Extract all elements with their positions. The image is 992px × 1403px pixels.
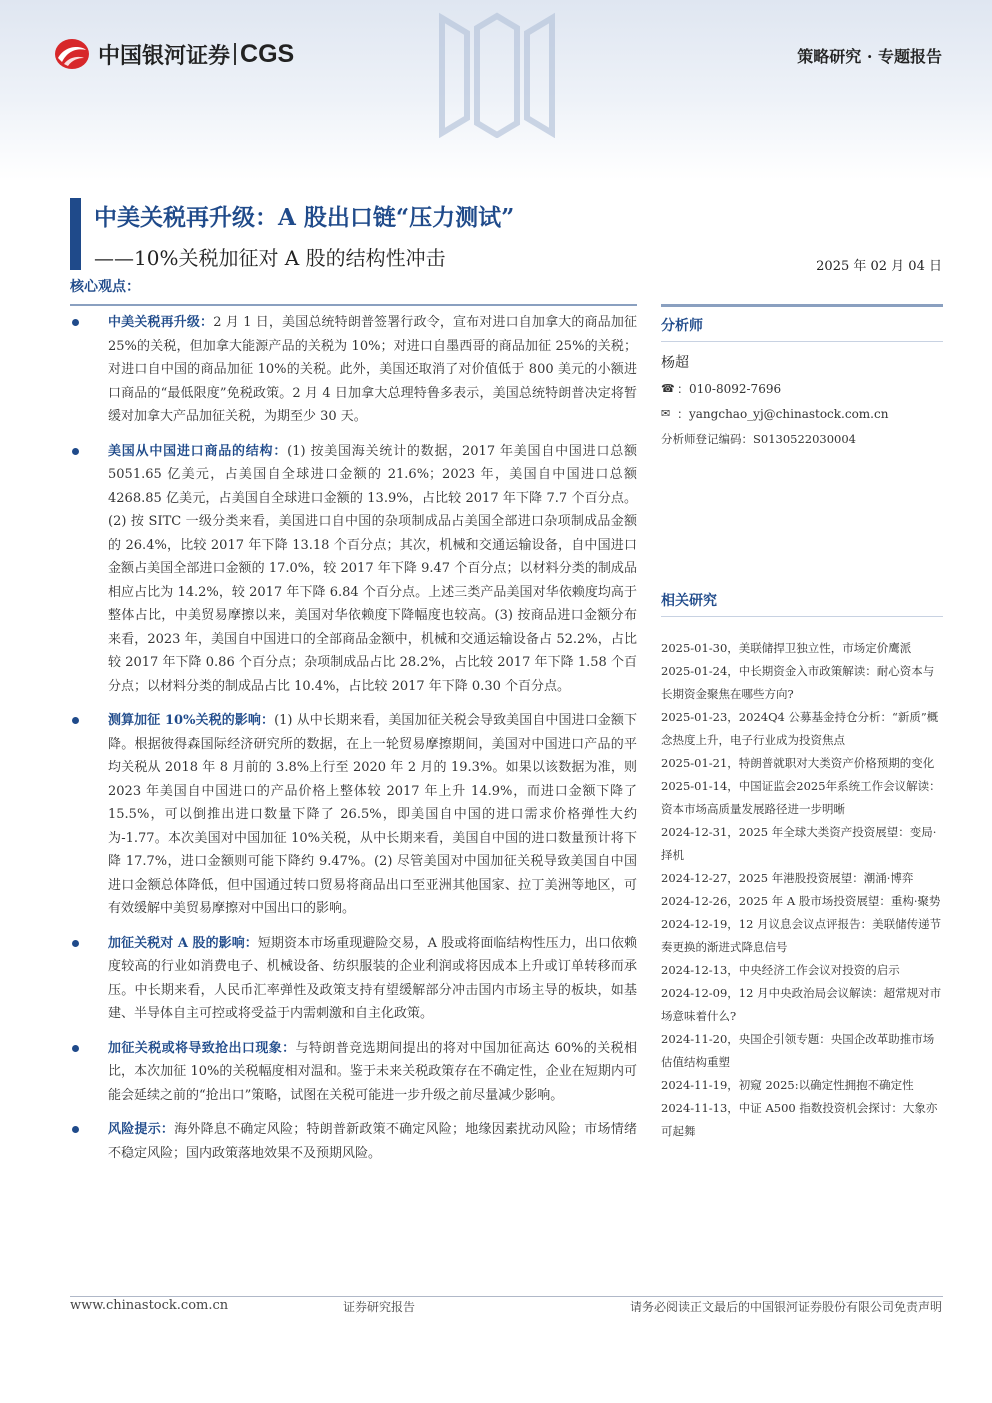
analyst-email[interactable] — [661, 405, 943, 422]
phone-icon: ☎ — [661, 382, 675, 395]
related-research-item[interactable]: 2024-12-13，中央经济工作会议对投资的启示 — [661, 963, 900, 977]
cgs-watermark-icon — [432, 8, 562, 138]
related-research-list — [661, 637, 943, 1143]
related-research-item[interactable]: 2024-12-19，12 月议息会议点评报告：美联储传递节奏更换的渐进式降息信号 — [661, 917, 942, 954]
core-view-text: 与特朗普竞选期间提出的将对中国加征高达 60%的关税相比，本次加征 10%的关税幅度相对温和。鉴于未来关税政策存在不确定性，企业在短期内可能会延续之前的“抢出口”策略，试图在关税可能进一步升级之前尽量减少影响。 — [108, 1040, 637, 1103]
core-view-heading: 测算加征 10%关税的影响： — [108, 713, 275, 728]
analyst-panel — [661, 304, 943, 447]
analyst-top-rule — [661, 304, 943, 307]
footer-website-link[interactable]: www.chinastock.com.cn — [70, 1298, 229, 1313]
core-view-text: (1) 按美国海关统计的数据，2017 年美国自中国进口总额 5051.65 亿美元，占美国自全球进口金额的 21.6%；2023 年，美国自中国进口总额 4268.85 亿美元，占美国自全球进口金额的 13.9%，占比较 2017 年下降 7.7 个百分点。(2) 按 SITC 一级分类来看，美国进口自中国的杂项制成品占美国全部进口杂项制成品金额的 26.4%，比较 2017 年下降 13.18 个百分点；其次，机械和交通运输设备，自中国进口金额占美国全部进口金额的 17.0%，较 2017 年下降 9.47 个百分点；以材料分类的制成品相应占比为 14.2%，较 2017 年下降 6.84 个百分点。上述三类产品美国对华依赖度均高于整体占比，中美贸易摩擦以来，美国对华依赖度下降幅度也较高。(3) 按商品进口金额分布来看，2023 年，美国自中国进口的全部商品金额中，机械和交通运输设备占 52.2%，占比较 2017 年下降 0.86 个百分点；杂项制成品占比 28.2%，占比较 2017 年下降 1.58 个百分点；以材料分类的制成品占比 10.4%，占比较 2017 年下降 0.30 个百分点。 — [108, 443, 637, 694]
brand-logo — [52, 36, 294, 72]
related-research-item[interactable]: 2024-12-31，2025 年全球大类资产投资展望：变局·择机 — [661, 825, 937, 862]
title-accent-bar — [70, 198, 81, 270]
analyst-section-label: 分析师 — [661, 318, 703, 334]
core-views-label: 核心观点： — [70, 279, 140, 295]
logo-divider — [234, 43, 236, 65]
core-divider — [70, 304, 637, 306]
related-research-item[interactable]: 2025-01-21，特朗普就职对大类资产价格预期的变化 — [661, 756, 935, 770]
galaxy-logo-icon — [52, 36, 92, 72]
core-view-heading: 中美关税再升级： — [108, 315, 214, 330]
report-date: 2025 年 02 月 04 日 — [816, 259, 942, 274]
related-research-divider — [661, 616, 943, 617]
report-subtitle: ——10%关税加征对 A 股的结构性冲击 — [94, 246, 446, 270]
related-research-item[interactable]: 2025-01-30，美联储捍卫独立性，市场定价鹰派 — [661, 641, 912, 655]
related-research-item[interactable]: 2024-12-27，2025 年港股投资展望：潮涌·博弈 — [661, 871, 914, 885]
logo-english-name: CGS — [240, 39, 295, 68]
report-type: 策略研究 · 专题报告 — [797, 47, 942, 66]
related-research-label: 相关研究 — [661, 593, 717, 609]
analyst-phone — [661, 380, 943, 397]
related-research-item[interactable]: 2025-01-14，中国证监会2025年系统工作会议解读：资本市场高质量发展路径进一步明晰 — [661, 779, 941, 816]
core-view-heading: 风险提示： — [108, 1122, 175, 1137]
core-view-text: 海外降息不确定风险；特朗普新政策不确定风险；地缘因素扰动风险；市场情绪不稳定风险；国内政策落地效果不及预期风险。 — [108, 1122, 637, 1161]
related-research-item[interactable]: 2024-12-09，12 月中央政治局会议解读：超常规对市场意味着什么? — [661, 986, 942, 1023]
related-research-item[interactable]: 2025-01-23，2024Q4 公募基金持仓分析：“新质”概念热度上升，电子行业成为投资焦点 — [661, 710, 939, 747]
mail-icon: ✉ — [661, 407, 671, 420]
core-view-heading: 美国从中国进口商品的结构： — [108, 443, 288, 459]
core-view-item — [70, 440, 637, 699]
analyst-divider — [661, 341, 943, 342]
core-view-item — [70, 932, 637, 1026]
related-research-panel — [661, 582, 943, 1143]
core-view-item — [70, 709, 637, 921]
footer-divider — [70, 1296, 943, 1297]
related-research-item[interactable]: 2024-11-19，初窥 2025:以确定性拥抱不确定性 — [661, 1078, 914, 1092]
core-view-item — [70, 1037, 637, 1108]
footer-disclaimer-note: 请务必阅读正文最后的中国银河证券股份有限公司免责声明 — [629, 1300, 942, 1314]
analyst-name: 杨超 — [661, 355, 689, 371]
core-view-text: 2 月 1 日，美国总统特朗普签署行政令，宣布对进口自加拿大的商品加征 25%的关税，但加拿大能源产品的关税为 10%；对进口自墨西哥的商品加征 25%的关税；对进口自中国的商品加征 10%的关税。此外，美国还取消了对价值低于 800 美元的小额进口商品的“最低限度”免税政策。2 月 4 日加拿大总理特鲁多表示，美国总统特朗普决定将暂缓对加拿大产品加征关税，为期至少 30 天。 — [108, 315, 637, 424]
related-research-item[interactable]: 2025-01-24，中长期资金入市政策解读：耐心资本与长期资金聚焦在哪些方向? — [661, 664, 935, 701]
core-view-text: (1) 从中长期来看，美国加征关税会导致美国自中国进口金额下降。根据彼得森国际经济研究所的数据，在上一轮贸易摩擦期间，美国对中国进口产品的平均关税从 2018 年 8 月前的 3.8%上行至 2020 年 2 月的 19.3%。如果以该数据为准，则 2023 年美国自中国进口的产品价格上整体较 2017 年上升 14.9%，而进口金额下降了 15.5%，可以倒推出进口数量下降了 26.5%，即美国自中国的进口需求价格弹性大约为-1.77。本次美国对中国加征 10%关税，从中长期来看，美国自中国的进口数量预计将下降 17.7%，进口金额则可能下降约 9.47%。(2) 尽管美国对中国加征关税导致美国自中国进口金额总体降低，但中国通过转口贸易将商品出口至亚洲其他国家、拉丁美洲等地区，可有效缓解中美贸易摩擦对中国出口的影响。 — [108, 713, 637, 916]
footer-report-label: 证券研究报告 — [343, 1300, 416, 1314]
core-view-heading: 加征关税对 A 股的影响： — [108, 935, 258, 951]
core-view-text: 短期资本市场重现避险交易，A 股或将面临结构性压力，出口依赖度较高的行业如消费电子、机械设备、纺织服装的企业利润或将因成本上升或订单转移而承压。中长期来看，人民币汇率弹性及政策支持有望缓解部分冲击国内市场主导的板块，如基建、半导体自主可控或将受益于内需刺激和自主化政策。 — [108, 935, 637, 1021]
core-view-item — [70, 1118, 637, 1165]
related-research-item[interactable]: 2024-12-26，2025 年 A 股市场投资展望：重构·聚势 — [661, 894, 941, 908]
core-view-heading: 加征关税或将导致抢出口现象： — [108, 1040, 296, 1056]
related-research-item[interactable]: 2024-11-13，中证 A500 指数投资机会探讨：大象亦可起舞 — [661, 1101, 938, 1138]
core-views-list — [70, 311, 637, 1176]
analyst-registration: 分析师登记编码：S0130522030004 — [661, 432, 856, 446]
analyst-phone-number: ：010-8092-7696 — [677, 382, 782, 396]
logo-chinese-name: 中国银河证券 — [98, 43, 231, 69]
analyst-email-address[interactable]: ：yangchao_yj@chinastock.com.cn — [677, 407, 889, 421]
core-view-item — [70, 311, 637, 429]
report-title: 中美关税再升级：A 股出口链“压力测试” — [94, 204, 515, 231]
related-research-item[interactable]: 2024-11-20，央国企引领专题：央国企改革助推市场估值结构重塑 — [661, 1032, 935, 1069]
